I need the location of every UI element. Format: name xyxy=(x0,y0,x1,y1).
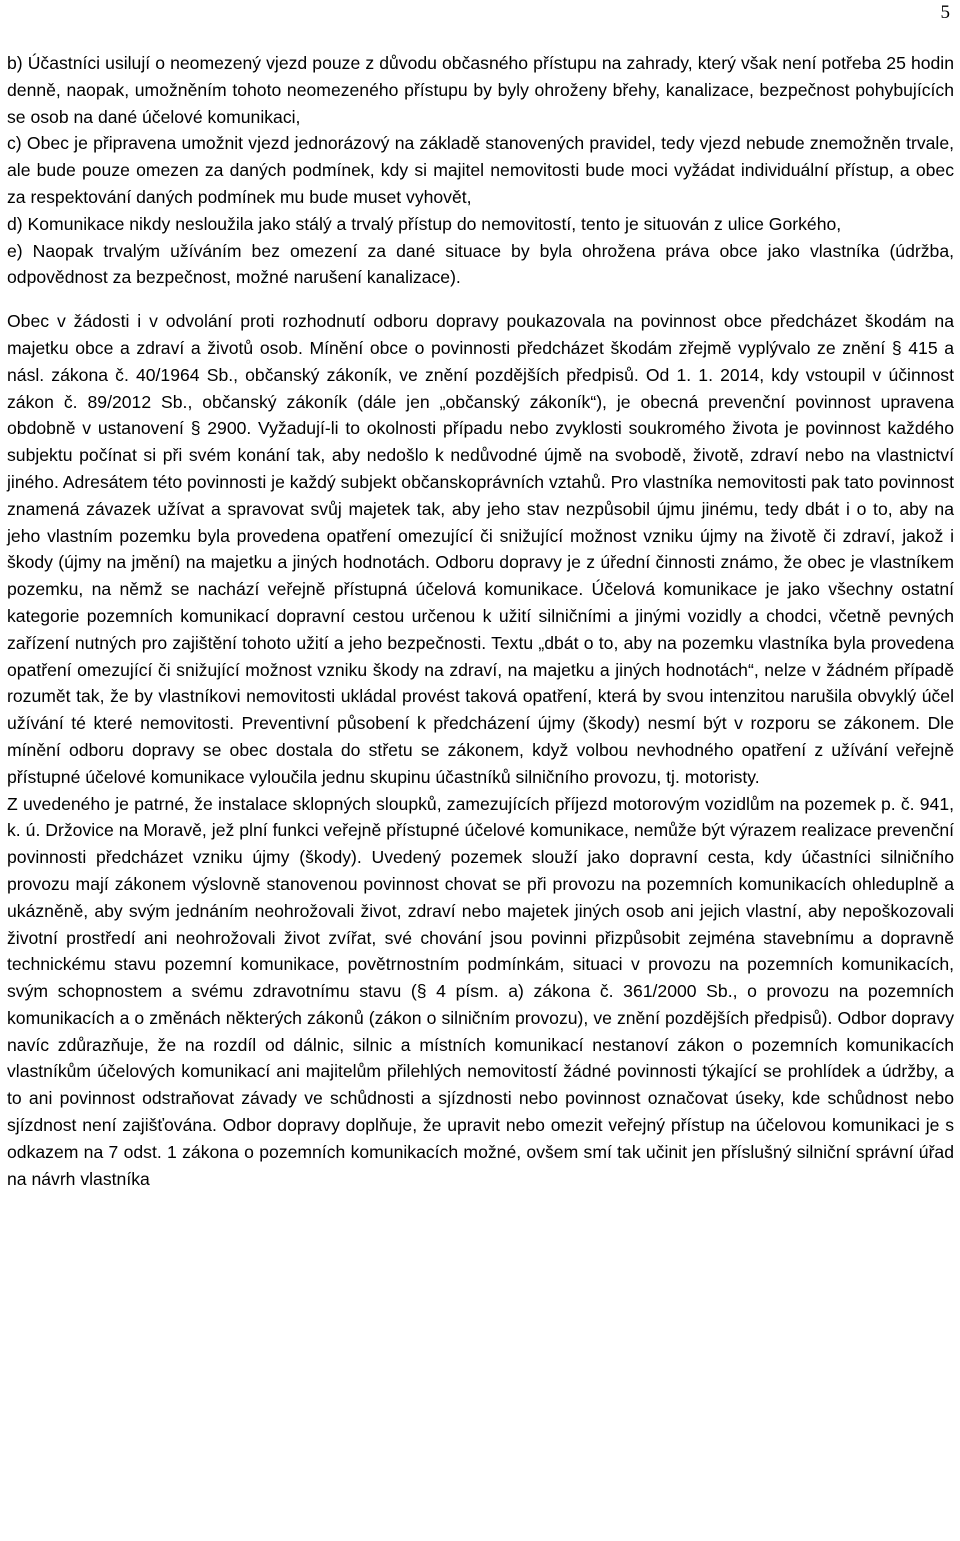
document-body xyxy=(7,50,954,1192)
body-paragraph: Z uvedeného je patrné, že instalace sklopných sloupků, zamezujících příjezd motorovým vozidlům na pozemek p. č. 941, k. ú. Držovice na Moravě, jež plní funkci veřejně přístupné účelové komunikace, nemůže být výrazem realizace prevenční povinnosti předcházet vzniku újmy (škody). Uvedený pozemek slouží jako dopravní cesta, kdy účastníci silničního provozu mají zákonem výslovně stanovenou povinnost chovat se při provozu na pozemních komunikacích ohleduplně a ukázněně, aby svým jednáním neohrožovali život, zdraví nebo majetek jiných osob ani jejich vlastní, aby nepoškozovali životní prostředí ani neohrožovali život zvířat, své chování jsou povinni přizpůsobit zejména stavebnímu a dopravně technickému stavu pozemní komunikace, povětrnostním podmínkám, situaci v provozu na pozemních komunikacích, svým schopnostem a svému zdravotnímu stavu (§ 4 písm. a) zákona č. 361/2000 Sb., o provozu na pozemních komunikacích a o změnách některých zákonů (zákon o silničním provozu), ve znění pozdějších předpisů). Odbor dopravy navíc zdůrazňuje, že na rozdíl od dálnic, silnic a místních komunikací nestanoví zákon o pozemních komunikacích vlastníkům účelových komunikací ani majitelům přilehlých nemovitostí žádné povinnosti týkající se prohlídek a údržby, a to ani povinnost odstraňovat závady ve schůdnosti a sjízdnosti nebo povinnost označovat úseky, kde schůdnost nebo sjízdnost není zajišťována. Odbor dopravy doplňuje, že upravit nebo omezit veřejný přístup na účelovou komunikaci je s odkazem na 7 odst. 1 zákona o pozemních komunikacích možné, ovšem smí tak učinit jen příslušný silniční správní úřad na návrh vlastníka xyxy=(7,793,954,1189)
list-item-d: d) Komunikace nikdy nesloužila jako stálý a trvalý přístup do nemovitostí, tento je situován z ulice Gorkého, xyxy=(7,213,842,234)
body-paragraph: Obec v žádosti i v odvolání proti rozhodnutí odboru dopravy poukazovala na povinnost obce předcházet škodám na majetku obce a zdraví a životů osob. Mínění obce o povinnosti předcházet škodám zřejmě vyplývalo ze znění § 415 a násl. zákona č. 40/1964 Sb., občanský zákoník, ve znění pozdějších předpisů. Od 1. 1. 2014, kdy vstoupil v účinnost zákon č. 89/2012 Sb., občanský zákoník (dále jen „občanský zákoník“), je obecná prevenční povinnost upravena obdobně v ustanovení § 2900. Vyžadují-li to okolnosti případu nebo zvyklosti soukromého života je povinnost každého subjektu počínat si při svém konání tak, aby nedošlo k nedůvodné újmě na svobodě, životě, zdraví nebo na vlastnictví jiného. Adresátem této povinnosti je každý subjekt občanskoprávních vztahů. Pro vlastníka nemovitosti pak tato povinnost znamená závazek užívat a spravovat svůj majetek tak, aby jeho stav nezpůsobil újmu jinému, tedy dbát i o to, aby na jeho vlastním pozemku byla provedena opatření omezující či snižující možnost vzniku újmy na životě či zdraví, jakož i škody (újmy na jmění) na majetku a jiných hodnotách. Odboru dopravy je z úřední činnosti známo, že obec je vlastníkem pozemku, na němž se nachází veřejně přístupná účelová komunikace. Účelová komunikace je jako všechny ostatní kategorie pozemních komunikací dopravní cestou určenou k užití silničními a jinými vozidly a chodci, včetně pevných zařízení nutných pro zajištění tohoto užití a jeho bezpečnosti. Textu „dbát o to, aby na pozemku vlastníka byla provedena opatření omezující či snižující možnost vzniku škody na zdraví, na majetku a jiných hodnotách“, nelze v žádném případě rozumět tak, že by vlastníkovi nemovitosti ukládal provést taková opatření, která by svou intenzitou narušila obvyklý účel užívání té které nemovitosti. Preventivní působení k předcházení újmy (škody) nesmí být v rozporu se zákonem. Dle mínění odboru dopravy se obec dostala do střetu se zákonem, když volbou nevhodného opatření z užívání veřejně přístupné účelové komunikace vyloučila jednu skupinu účastníků silničního provozu, tj. motoristy. xyxy=(7,311,954,787)
list-item-b: b) Účastníci usilují o neomezený vjezd pouze z důvodu občasného přístupu na zahrady, který však není potřeba 25 hodin denně, naopak, umožněním tohoto neomezeného přístupu by byly ohroženy břehy, kanalizace, bezpečnost pohybujících se osob na dané účelové komunikaci, xyxy=(7,53,954,127)
list-item-e: e) Naopak trvalým užíváním bez omezení za dané situace by byla ohrožena práva obce jako vlastníka (údržba, odpovědnost za bezpečnost, možné narušení kanalizace). xyxy=(7,240,954,288)
list-item-c: c) Obec je připravena umožnit vjezd jednorázový na základě stanovených pravidel, tedy vjezd nebude znemožněn trvale, ale bude pouze omezen za daných podmínek, kdy si majitel nemovitosti bude moci vyžádat individuální přístup, a obec za respektování daných podmínek mu bude muset vyhovět, xyxy=(7,133,954,207)
page-number: 5 xyxy=(940,2,950,23)
